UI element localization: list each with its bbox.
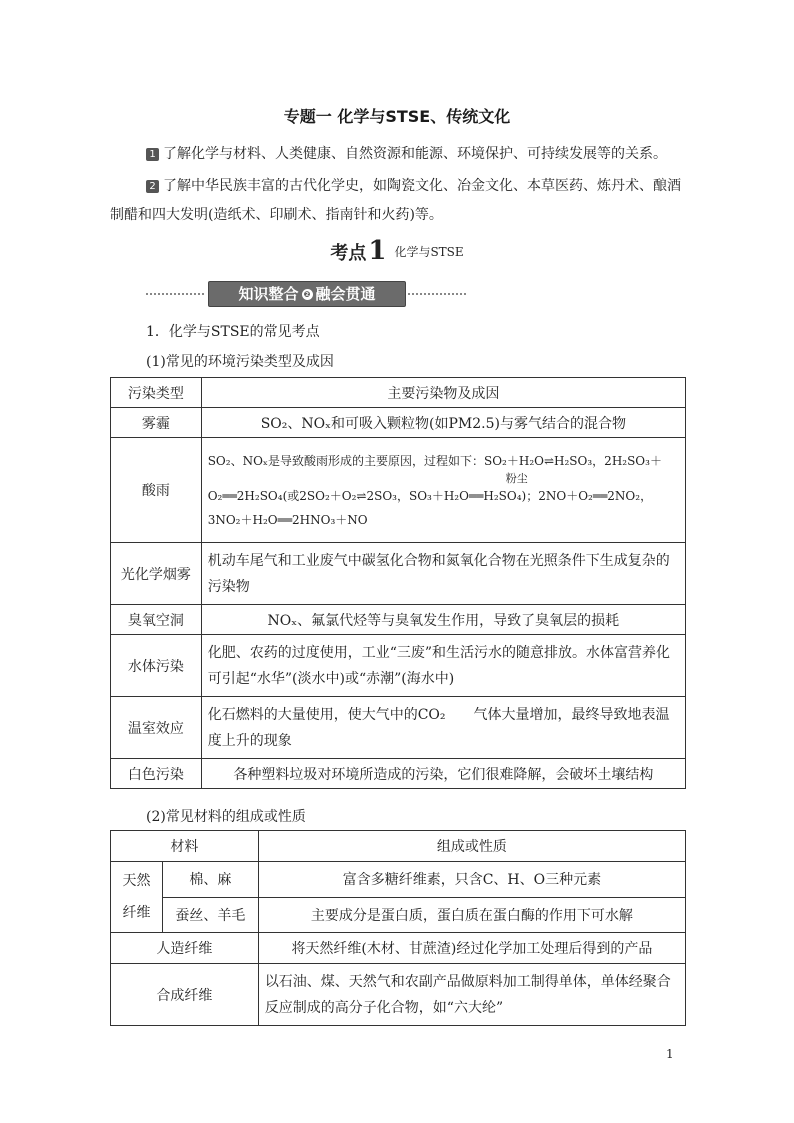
banner-box — [208, 281, 406, 307]
section-1-heading: 1．化学与STSE的常见考点 — [146, 324, 320, 340]
section-banner — [146, 281, 466, 307]
header-cell: 材料 — [111, 831, 259, 862]
natural-fiber-line-1: 天然 — [122, 873, 151, 889]
page-title: 专题一 化学与STSE、传统文化 — [283, 107, 511, 126]
pollution-desc-cell: 机动车尾气和工业废气中碳氢化合物和氮氧化合物在光照条件下生成复杂的污染物 — [201, 543, 685, 605]
pollution-desc-cell: 化肥、农药的过度使用，工业“三废”和生活污水的随意排放。水体富营养化可引起“水华”(淡水中)或“赤潮”(海水中) — [201, 635, 685, 697]
page-number: 1 — [666, 1047, 674, 1061]
badge-2: 2 — [146, 180, 159, 193]
table-row — [111, 605, 686, 635]
material-desc-cell: 将天然纤维(木材、甘蔗渣)经过化学加工处理后得到的产品 — [258, 933, 685, 964]
table-row — [111, 635, 686, 697]
requirement-2-text: 了解中华民族丰富的古代化学史，如陶瓷文化、冶金文化、本草医药、炼丹术、酿酒制醋和四大发明(造纸术、印刷术、指南针和火药)等。 — [110, 178, 681, 223]
acid-rain-dust-label: 粉尘 — [505, 471, 528, 485]
acid-rain-line-2: O₂══2H₂SO₄(或2SO₂＋O₂⇌2SO₃，SO₃＋H₂O══H₂SO₄)；2NO＋O₂══2NO₂， — [207, 488, 653, 503]
pollution-type-cell: 臭氧空洞 — [111, 605, 202, 635]
natural-fiber-line-2: 纤维 — [122, 905, 151, 921]
pollution-type-cell: 光化学烟雾 — [111, 543, 202, 605]
pollution-desc-cell — [201, 438, 685, 543]
table-row — [111, 897, 686, 933]
subsection-1-heading: (1)常见的环境污染类型及成因 — [146, 354, 334, 370]
header-cell: 组成或性质 — [258, 831, 685, 862]
pollution-desc-cell: 各种塑料垃圾对环境所造成的污染，它们很难降解，会破坏土壤结构 — [201, 759, 685, 789]
material-desc-cell: 主要成分是蛋白质，蛋白质在蛋白酶的作用下可水解 — [258, 897, 685, 933]
table-row — [111, 408, 686, 438]
table-row — [111, 438, 686, 543]
requirement-1-text: 了解化学与材料、人类健康、自然资源和能源、环境保护、可持续发展等的关系。 — [163, 146, 667, 162]
pollution-type-cell: 水体污染 — [111, 635, 202, 697]
material-name-cell: 合成纤维 — [111, 964, 259, 1026]
material-name-cell: 人造纤维 — [111, 933, 259, 964]
table-row — [111, 759, 686, 789]
kaodian-text: 化学与STSE — [394, 245, 464, 259]
header-cell: 污染类型 — [111, 378, 202, 408]
table-row — [111, 964, 686, 1026]
material-desc-cell: 以石油、煤、天然气和农副产品做原料加工制得单体，单体经聚合反应制成的高分子化合物，如“六大纶” — [258, 964, 685, 1026]
material-name-cell: 蚕丝、羊毛 — [162, 897, 258, 933]
subsection-2-heading: (2)常见材料的组成或性质 — [146, 809, 306, 825]
requirement-2 — [110, 172, 686, 230]
table-row — [111, 697, 686, 759]
kaodian-number: 1 — [368, 236, 387, 266]
pollution-table — [110, 377, 686, 789]
pollution-type-cell: 白色污染 — [111, 759, 202, 789]
requirement-1 — [110, 140, 686, 169]
badge-1: 1 — [146, 148, 159, 161]
pollution-desc-cell: NOₓ、氟氯代烃等与臭氧发生作用，导致了臭氧层的损耗 — [201, 605, 685, 635]
banner-dash-left — [146, 293, 204, 295]
table-row — [111, 543, 686, 605]
table-header-row — [111, 831, 686, 862]
pollution-type-cell: 酸雨 — [111, 438, 202, 543]
acid-rain-line-3: 3NO₂＋H₂O══2HNO₃＋NO — [207, 512, 368, 527]
pollution-desc-cell: 化石燃料的大量使用，使大气中的CO₂ 气体大量增加，最终导致地表温度上升的现象 — [201, 697, 685, 759]
acid-rain-line-1: SO₂、NOₓ是导致酸雨形成的主要原因，过程如下：SO₂＋H₂O⇌H₂SO₃，2H₂SO₃＋ — [207, 453, 662, 468]
kaodian-label: 考点 — [330, 243, 367, 264]
table-header-row — [111, 378, 686, 408]
banner-dot-icon: ❷ — [302, 289, 313, 300]
banner-right-text: 融会贯通 — [315, 285, 376, 303]
header-cell: 主要污染物及成因 — [201, 378, 685, 408]
banner-left-text: 知识整合 — [238, 285, 299, 303]
table-row — [111, 862, 686, 898]
kaodian-heading — [0, 236, 794, 266]
material-desc-cell: 富含多糖纤维素，只含C、H、O三种元素 — [258, 862, 685, 898]
pollution-type-cell: 温室效应 — [111, 697, 202, 759]
natural-fiber-cell — [111, 862, 163, 933]
pollution-desc-cell: SO₂、NOₓ和可吸入颗粒物(如PM2.5)与雾气结合的混合物 — [201, 408, 685, 438]
material-name-cell: 棉、麻 — [162, 862, 258, 898]
materials-table — [110, 830, 686, 1026]
table-row — [111, 933, 686, 964]
pollution-type-cell: 雾霾 — [111, 408, 202, 438]
banner-dash-right — [408, 293, 466, 295]
